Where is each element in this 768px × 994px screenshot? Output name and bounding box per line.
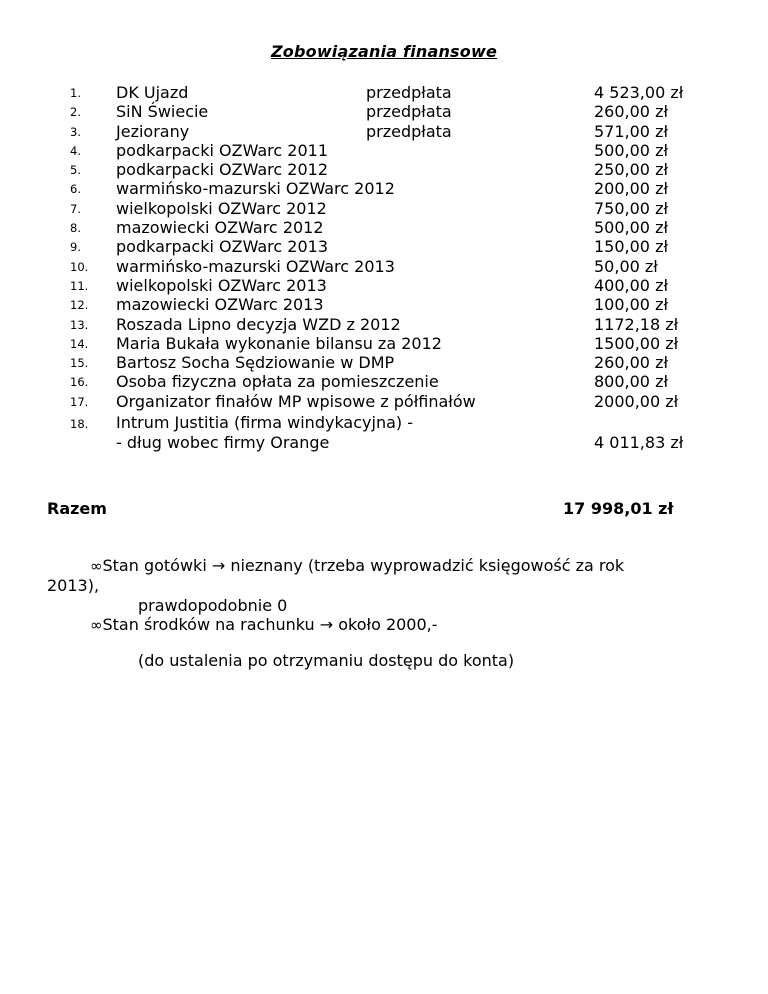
item-amount: 100,00 zł [594, 295, 669, 315]
item-name: warmińsko-mazurski OZWarc 2012 [116, 179, 395, 199]
item-number: 4. [70, 143, 81, 158]
item-name: podkarpacki OZWarc 2012 [116, 160, 329, 180]
account-status-note: (do ustalenia po otrzymaniu dostępu do konta) [138, 651, 515, 670]
item-number: 9. [70, 240, 81, 255]
item-note: przedpłata [366, 102, 452, 122]
item-name: Bartosz Socha Sędziowanie w DMP [116, 353, 395, 373]
item-amount: 200,00 zł [594, 179, 669, 199]
item-number: 17. [70, 394, 89, 409]
item-name: SiN Świecie [116, 102, 209, 122]
item-name: podkarpacki OZWarc 2011 [116, 140, 329, 160]
item-amount: 571,00 zł [594, 121, 669, 141]
list-item [0, 353, 768, 372]
item-amount: 750,00 zł [594, 198, 669, 218]
list-item [0, 141, 768, 160]
item-amount: 1500,00 zł [594, 333, 679, 353]
item-name: Osoba fizyczna opłata za pomieszczenie [116, 372, 439, 392]
item-amount: 500,00 zł [594, 140, 669, 160]
liabilities-list [0, 83, 768, 411]
item-name: Organizator finałów MP wpisowe z półfinałów [116, 391, 476, 411]
list-item [0, 295, 768, 314]
item-amount: 150,00 zł [594, 237, 669, 257]
item-amount: 250,00 zł [594, 160, 669, 180]
total-value: 17 998,01 zł [563, 499, 674, 518]
item-note: przedpłata [366, 121, 452, 141]
item-number: 5. [70, 163, 81, 178]
item-amount: 1172,18 zł [594, 314, 679, 334]
item-name: Roszada Lipno decyzja WZD z 2012 [116, 314, 401, 334]
item-amount: 50,00 zł [594, 256, 658, 276]
item-amount: 800,00 zł [594, 372, 669, 392]
item-note: przedpłata [366, 83, 452, 102]
item-name: warmińsko-mazurski OZWarc 2013 [116, 256, 395, 276]
item-name: wielkopolski OZWarc 2013 [116, 275, 327, 295]
list-item [0, 315, 768, 334]
cash-status-text: Stan gotówki → nieznany (trzeba wyprowadzić księgowość za rok [102, 556, 625, 575]
item-name: Maria Bukała wykonanie bilansu za 2012 [116, 333, 442, 353]
item-number: 18. [70, 417, 89, 431]
item-number: 15. [70, 356, 89, 371]
item-number: 16. [70, 375, 89, 390]
list-item [0, 372, 768, 391]
list-item [0, 160, 768, 179]
item-number: 3. [70, 124, 81, 139]
item-number: 12. [70, 298, 89, 313]
item-amount: 500,00 zł [594, 218, 669, 238]
cash-status-continuation: 2013), [47, 576, 100, 595]
item-name: Jeziorany [116, 121, 190, 141]
item-number: 7. [70, 201, 81, 216]
item-amount: 400,00 zł [594, 275, 669, 295]
infinity-bullet-icon: ∞ [90, 616, 103, 634]
item-name: mazowiecki OZWarc 2012 [116, 218, 324, 238]
item-amount: 4 523,00 zł [594, 83, 684, 102]
list-item [0, 276, 768, 295]
item-name: Intrum Justitia (firma windykacyjna) - [116, 413, 413, 432]
list-item [0, 392, 768, 411]
item-number: 10. [70, 259, 89, 274]
list-item [0, 218, 768, 237]
list-item [0, 257, 768, 276]
item-name: DK Ujazd [116, 83, 189, 102]
item-amount: 2000,00 zł [594, 391, 679, 411]
item-number: 13. [70, 317, 89, 332]
item-number: 11. [70, 278, 89, 293]
cash-status-probable: prawdopodobnie 0 [138, 596, 288, 615]
item-number: 14. [70, 336, 89, 351]
infinity-bullet-icon: ∞ [90, 557, 103, 575]
item-amount: 260,00 zł [594, 353, 669, 373]
list-item [0, 102, 768, 121]
item-number: 1. [70, 86, 81, 100]
document-title: Zobowiązania finansowe [270, 42, 498, 61]
list-item [0, 83, 768, 102]
list-item [0, 334, 768, 353]
list-item [0, 179, 768, 198]
account-status-line [90, 615, 438, 634]
list-item-18 [0, 412, 768, 434]
list-item-18-continuation [0, 432, 768, 454]
item-number: 2. [70, 105, 81, 120]
cash-status-line [90, 556, 624, 575]
item-amount: 4 011,83 zł [594, 433, 684, 452]
item-number: 6. [70, 182, 81, 197]
list-item [0, 237, 768, 256]
item-name-continuation: - dług wobec firmy Orange [116, 433, 330, 452]
item-name: podkarpacki OZWarc 2013 [116, 237, 329, 257]
total-label: Razem [47, 499, 107, 518]
item-number: 8. [70, 221, 81, 236]
item-name: wielkopolski OZWarc 2012 [116, 198, 327, 218]
account-status-text: Stan środków na rachunku → około 2000,- [102, 615, 438, 634]
list-item [0, 199, 768, 218]
item-name: mazowiecki OZWarc 2013 [116, 295, 324, 315]
item-amount: 260,00 zł [594, 102, 669, 122]
list-item [0, 122, 768, 141]
